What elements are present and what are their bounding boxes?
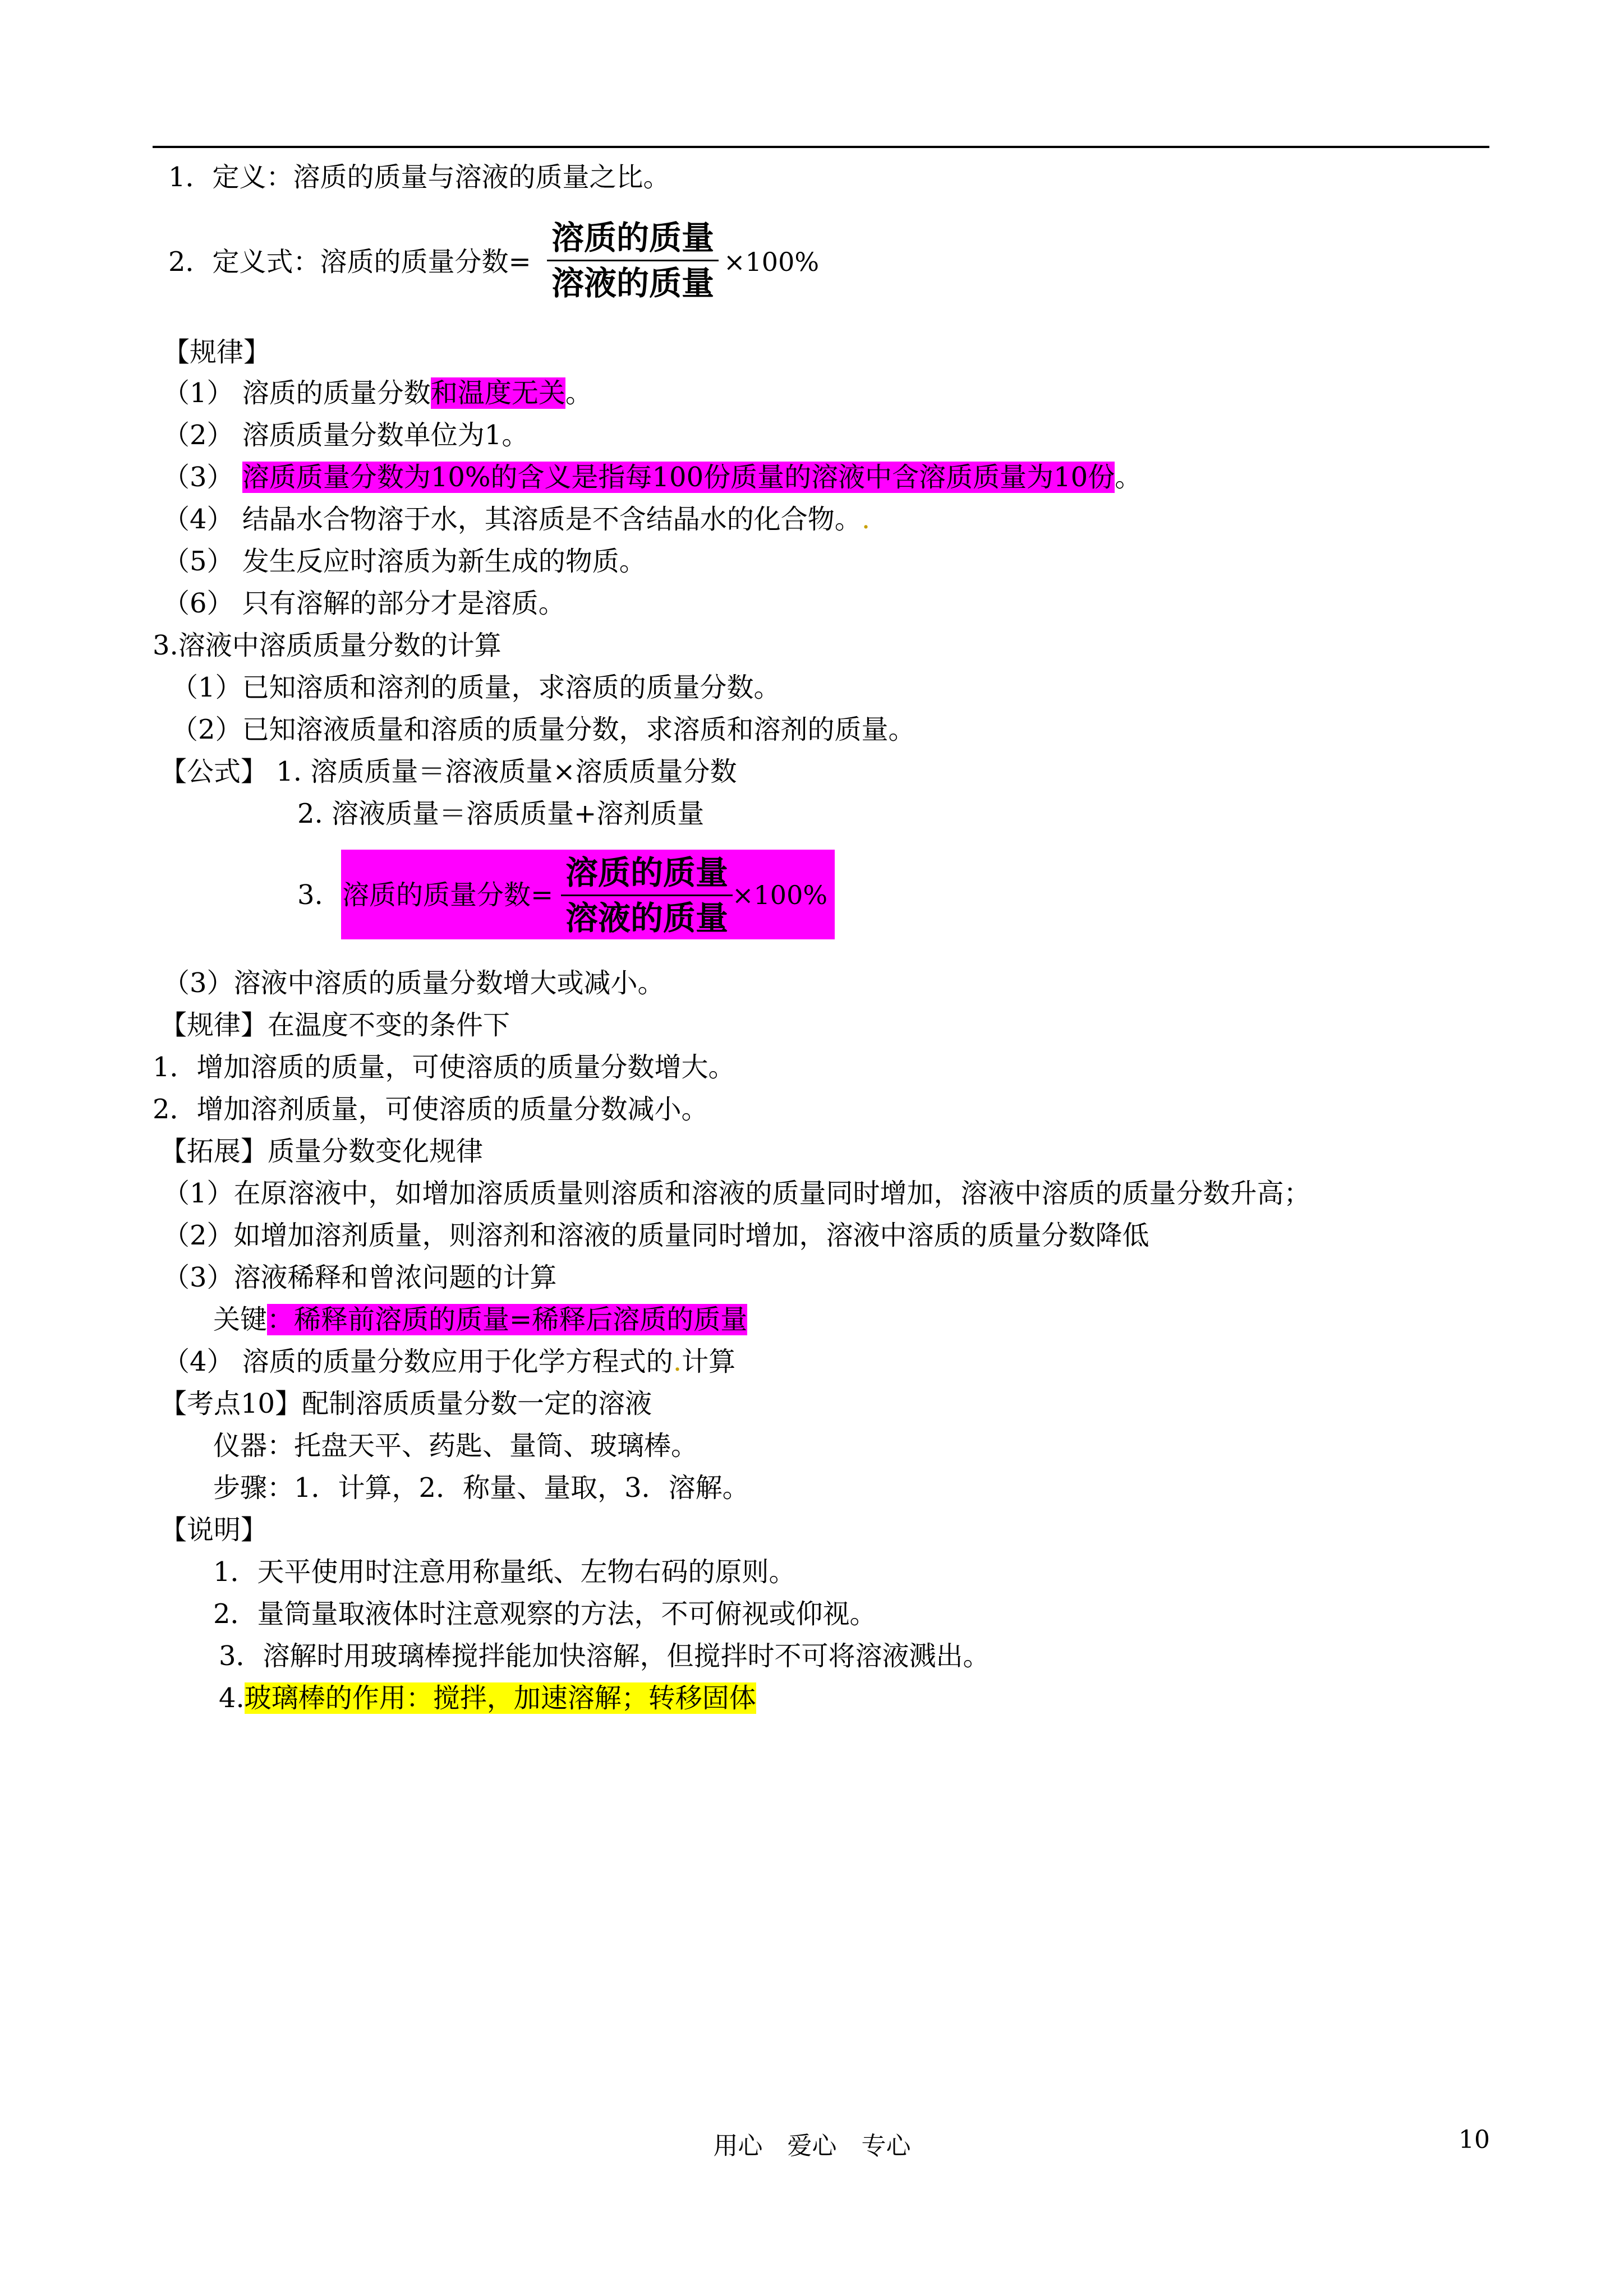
instruments: 仪器：托盘天平、药匙、量筒、玻璃棒。: [213, 1430, 698, 1461]
rule-item-4: （4） 结晶水合物溶于水，其溶质是不含结晶水的化合物。.: [163, 504, 871, 535]
footer-motto: 用心 爱心 专心: [713, 2132, 911, 2160]
page-number: 10: [1459, 2126, 1490, 2154]
extension-item-1: （1）在原溶液中，如增加溶质质量则溶质和溶液的质量同时增加，溶液中溶质的质量分数升高；: [163, 1178, 1311, 1209]
highlight-dilution: ：稀释前溶质的质量=稀释后溶质的质量: [267, 1304, 748, 1335]
extension-heading: 【拓展】质量分数变化规律: [160, 1136, 484, 1167]
section-3-item-1: （1）已知溶质和溶剂的质量，求溶质的质量分数。: [171, 672, 781, 703]
rule-heading: 【规律】: [163, 336, 271, 368]
note-2: 2．量筒量取液体时注意观察的方法，不可俯视或仰视。: [213, 1598, 877, 1630]
highlight-10-percent: 溶质质量分数为10%的含义是指每100份质量的溶液中含溶质质量为10份: [242, 462, 1115, 493]
highlight-glass-rod: 玻璃棒的作用：搅拌，加速溶解；转移固体: [244, 1682, 756, 1714]
section-3-item-2: （2）已知溶液质量和溶质的质量分数，求溶质和溶剂的质量。: [171, 714, 915, 745]
point-10-heading: 【考点10】配制溶质质量分数一定的溶液: [160, 1388, 652, 1419]
extension-item-2: （2）如增加溶剂质量，则溶剂和溶液的质量同时增加，溶液中溶质的质量分数降低: [163, 1220, 1149, 1251]
dilution-key: 关键：稀释前溶质的质量=稀释后溶质的质量: [213, 1304, 748, 1335]
fraction-formula-3: [561, 851, 733, 940]
section-3-item-3: （3）溶液中溶质的质量分数增大或减小。: [163, 967, 665, 999]
rule-item-2: （2） 溶质质量分数单位为1。: [163, 419, 529, 451]
rule-constant-temperature: 【规律】在温度不变的条件下: [160, 1009, 510, 1041]
highlight-temperature: 和温度无关: [430, 377, 565, 409]
fraction-denominator: 溶液的质量: [551, 264, 715, 302]
definition-1: 1．定义：溶质的质量与溶液的质量之比。: [168, 162, 670, 193]
extension-item-4: （4） 溶质的质量分数应用于化学方程式的.计算: [163, 1346, 736, 1377]
note-1: 1．天平使用时注意用称量纸、左物右码的原则。: [213, 1556, 796, 1588]
times-100-percent: ×100%: [724, 247, 820, 277]
section-3-heading: 3.溶液中溶质质量分数的计算: [153, 630, 502, 661]
fraction-denominator: 溶液的质量: [565, 899, 729, 937]
extension-item-3: （3）溶液稀释和曾浓问题的计算: [163, 1262, 557, 1293]
fraction-numerator: 溶质的质量: [561, 851, 733, 896]
note-4: 4.玻璃棒的作用：搅拌，加速溶解；转移固体: [219, 1682, 756, 1714]
steps: 步骤：1．计算，2．称量、量取，3．溶解。: [213, 1472, 749, 1504]
rule-item-3: （3） 溶质质量分数为10%的含义是指每100份质量的溶液中含溶质质量为10份。: [163, 462, 1142, 493]
formula-1: 【公式】 1. 溶质质量＝溶液质量×溶质质量分数: [160, 756, 737, 787]
rule-item-1: （1） 溶质的质量分数和温度无关。: [163, 377, 592, 409]
increase-solvent: 2．增加溶剂质量，可使溶质的质量分数减小。: [153, 1094, 709, 1125]
fraction-numerator: 溶质的质量: [547, 216, 719, 261]
increase-solute: 1．增加溶质的质量，可使溶质的质量分数增大。: [153, 1052, 735, 1083]
notes-heading: 【说明】: [160, 1514, 268, 1546]
note-3: 3．溶解时用玻璃棒搅拌能加快溶解，但搅拌时不可将溶液溅出。: [219, 1640, 990, 1672]
times-100-percent: ×100%: [732, 880, 828, 910]
formula-3-prefix: 溶质的质量分数=: [342, 879, 554, 911]
rule-item-6: （6） 只有溶解的部分才是溶质。: [163, 588, 565, 619]
formula-2: 2. 溶液质量＝溶质质量+溶剂质量: [297, 798, 705, 829]
header-rule: [153, 146, 1489, 148]
fraction-formula-1: [547, 216, 719, 305]
definition-2-prefix: 2．定义式：溶质的质量分数=: [168, 246, 531, 278]
formula-3-number: 3.: [297, 879, 323, 911]
rule-item-5: （5） 发生反应时溶质为新生成的物质。: [163, 546, 646, 577]
